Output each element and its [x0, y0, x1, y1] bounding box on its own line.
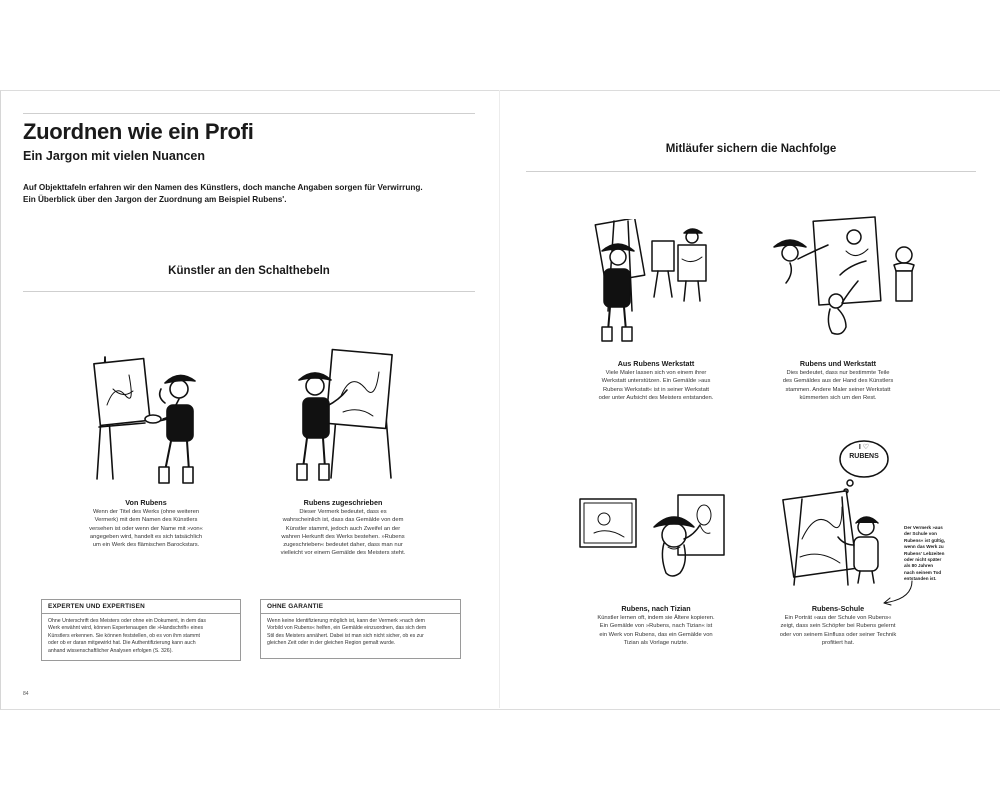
box-heading: EXPERTEN UND EXPERTISEN	[42, 600, 240, 614]
illustration-aus-rubens-werkstatt	[588, 219, 718, 347]
box-text	[261, 614, 460, 652]
caption-line: Werkstatt unterstützen. Ein Gemälde »aus	[601, 378, 711, 385]
caption-line: Viele Maler lassen sich von einem ihrer	[605, 370, 707, 376]
side-note-line: Rubens' Lebzeiten	[904, 550, 945, 556]
caption-line: stammen. Andere Maler seiner Werkstatt	[785, 386, 891, 393]
caption-line: Tizian als Vorlage nutzte.	[623, 639, 689, 646]
speech-bubble-text	[836, 443, 892, 461]
caption-line: kümmerten sich um den Rest.	[799, 394, 877, 401]
figure-title: Von Rubens	[125, 498, 167, 507]
section-rule	[23, 291, 475, 292]
caption-line: zeigt, dass sein Schöpfer bei Rubens gelernt	[780, 623, 896, 630]
caption-line: um ein Werk des flämischen Barockstars.	[92, 542, 200, 549]
figure-title: Rubens-Schule	[811, 604, 865, 613]
illustration-rubens-und-werkstatt	[770, 215, 920, 345]
arrow-icon	[878, 579, 918, 609]
box-line: Vorbild von Rubens« helfen, ein Gemälde einzuordnen, das sich dem	[267, 625, 427, 632]
illustration-rubens-nach-tizian	[578, 491, 738, 601]
illustration-rubens-zugeschrieben	[281, 346, 411, 486]
figure-caption	[750, 614, 926, 647]
caption-line: Künstler lernen oft, indem sie Ältere kopieren.	[597, 615, 715, 621]
page-subtitle: Ein Jargon mit vielen Nuancen	[23, 149, 205, 163]
side-note-line: wenn das Werk zu	[904, 544, 944, 550]
speech-line: I ♡	[858, 444, 870, 451]
caption-line: des Gemäldes aus der Hand des Künstlers	[782, 378, 894, 385]
left-page	[0, 90, 501, 710]
caption-line: oder von seinem Einfluss oder seiner Technik	[779, 631, 897, 638]
box-line: oder ob er daran mitgewirkt hat. Die Authentifizierung kann auch	[48, 640, 196, 647]
side-note-line: oder nicht später	[904, 557, 942, 563]
caption-line: wahren Herkunft des Werks bestehen. »Rubens	[281, 533, 405, 540]
side-note-line: nach seinem Tod	[904, 569, 942, 575]
caption-line: oder unter Aufsicht des Meisters entstanden.	[598, 394, 714, 401]
caption-line: Ein Porträt »aus der Schule von Rubens«	[784, 615, 892, 621]
top-rule	[23, 113, 475, 114]
page-number: 84	[23, 691, 29, 697]
box-line: anhand wissenschaftlicher Analysen erfolgen (S. 326).	[48, 647, 173, 654]
caption-line: versehen ist oder wenn der Name mit »von«	[89, 525, 203, 532]
page-title: Zuordnen wie ein Profi	[23, 119, 254, 144]
section-heading: Künstler an den Schalthebeln	[168, 265, 330, 277]
caption-line: vielleicht vor einem Gemälde des Meisters steht.	[280, 550, 406, 557]
illustration-rubens-schule	[780, 439, 910, 589]
figure-caption	[243, 508, 443, 558]
caption-line: Dieser Vermerk bedeutet, dass es	[299, 509, 387, 515]
caption-line: Wenn der Titel des Werks (ohne weiteren	[92, 509, 200, 515]
section-rule	[526, 171, 976, 172]
caption-line: angegeben wird, handelt es sich tatsächlich	[89, 533, 203, 540]
intro-line: Ein Überblick über den Jargon der Zuordnung am Beispiel Rubens'.	[23, 195, 287, 204]
caption-line: Ein Gemälde von »Rubens, nach Tizian« ist	[599, 623, 713, 630]
caption-line: Rubens Werkstatt« ist in seiner Werkstatt	[602, 386, 710, 393]
side-note-line: als 80 Jahren	[904, 563, 934, 569]
side-note	[904, 525, 956, 583]
figure-title: Rubens, nach Tizian	[621, 604, 691, 613]
info-box-experten	[41, 599, 241, 661]
box-line: Werk erwähnt wird, können Expertenaugen die »Handschrift« eines	[48, 625, 204, 632]
speech-line: RUBENS	[849, 453, 879, 460]
caption-line: Künstler stammt, jedoch auch Zweifel an der	[285, 525, 401, 532]
box-text	[42, 614, 240, 659]
side-note-line: Rubens« ist gültig,	[904, 537, 946, 543]
caption-line: profitiert hat.	[821, 639, 855, 646]
box-line: Ohne Unterschrift des Meisters oder ohne ein Dokument, in dem das	[48, 618, 207, 624]
caption-line: ein Werk von Rubens, das ein Gemälde von	[599, 631, 713, 638]
intro-text	[23, 182, 463, 206]
figure-title: Aus Rubens Werkstatt	[617, 359, 695, 368]
right-page	[500, 90, 1000, 710]
caption-line: Dies bedeutet, dass nur bestimmte Teile	[786, 370, 890, 376]
box-line: gleichen Zeit oder in der gleichen Region gemalt wurde.	[267, 640, 396, 647]
side-note-line: der Schule von	[904, 531, 937, 537]
intro-line: Auf Objekttafeln erfahren wir den Namen des Künstlers, doch manche Angaben sorgen für Verwirrung.	[23, 183, 423, 192]
figure-caption	[568, 369, 744, 402]
figure-title: Rubens zugeschrieben	[303, 498, 383, 507]
illustration-von-rubens	[83, 349, 213, 489]
figure-caption	[750, 369, 926, 402]
box-line: Stil des Meisters annähert. Dabei ist man sich nicht sicher, ob es zur	[267, 632, 424, 639]
figure-title: Rubens und Werkstatt	[799, 359, 877, 368]
box-line: Wenn keine Identifizierung möglich ist, kann der Vermerk »nach dem	[267, 618, 425, 624]
figure-caption	[51, 508, 241, 549]
info-box-ohne-garantie	[260, 599, 461, 659]
box-heading: OHNE GARANTIE	[261, 600, 460, 614]
caption-line: wahrscheinlich ist, dass das Gemälde von dem	[282, 517, 404, 524]
box-line: Künstlers erkennen. Sie können feststellen, ob es von ihm stammt	[48, 632, 200, 639]
side-note-line: Der Vermerk »aus	[904, 525, 943, 530]
figure-caption	[568, 614, 744, 647]
section-heading: Mitläufer sichern die Nachfolge	[665, 143, 837, 155]
caption-line: Vermerk) mit dem Namen des Künstlers	[94, 517, 198, 524]
book-spread	[0, 90, 1000, 708]
caption-line: zugeschrieben« bedeutet daher, dass man nur	[283, 542, 403, 549]
side-note-line: entstanden ist.	[904, 576, 937, 582]
